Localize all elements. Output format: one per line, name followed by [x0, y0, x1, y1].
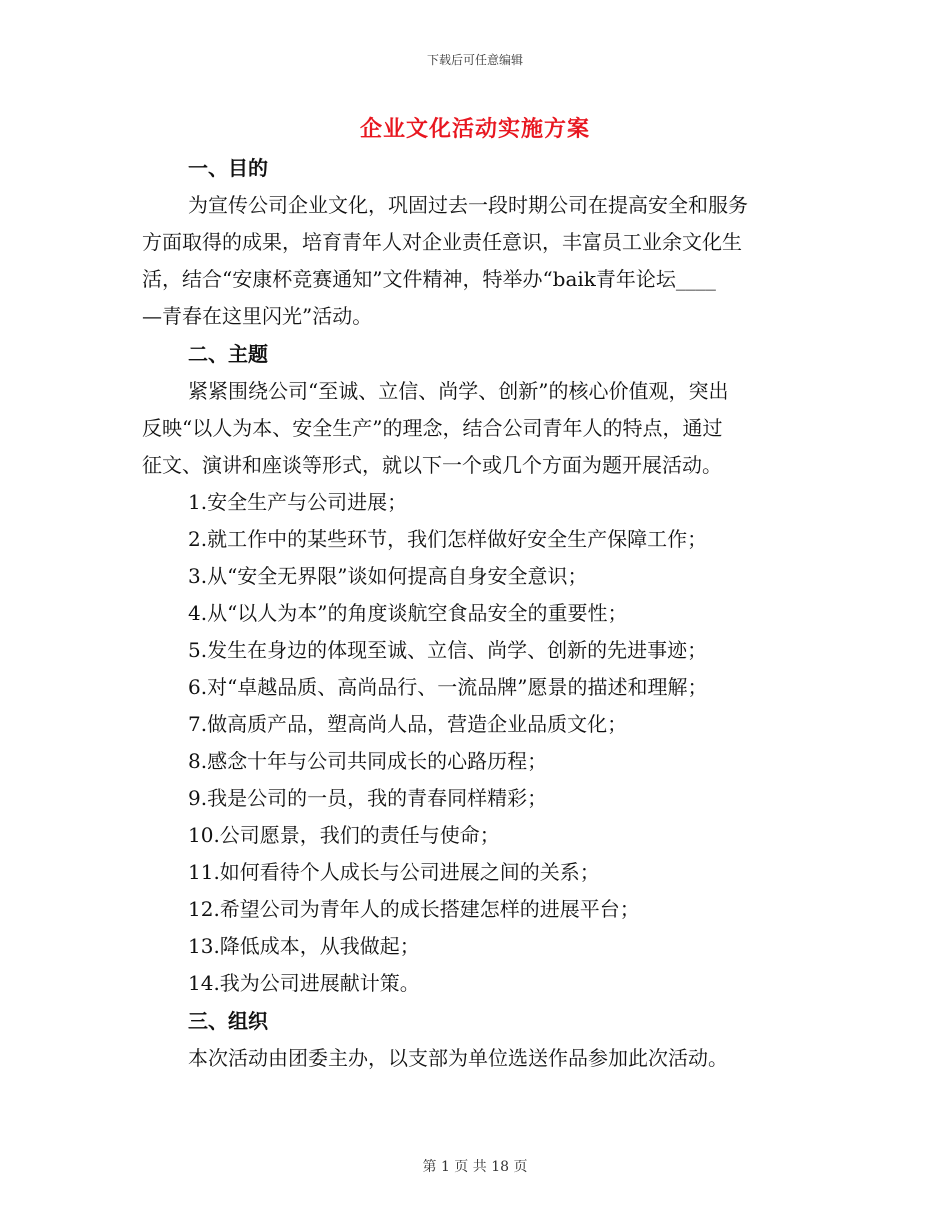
paragraph-line: 活，结合“安康杯竞赛通知”文件精神，特举办“baik青年论坛____ — [142, 267, 716, 291]
paragraph-line: 征文、演讲和座谈等形式，就以下一个或几个方面为题开展活动。 — [142, 453, 722, 477]
paragraph-line: —青春在这里闪光”活动。 — [142, 304, 373, 328]
list-item: 2.就工作中的某些环节，我们怎样做好安全生产保障工作； — [188, 527, 708, 551]
list-item: 1.安全生产与公司进展； — [188, 490, 408, 514]
list-item: 6.对“卓越品质、高尚品行、一流品牌”愿景的描述和理解； — [188, 675, 708, 699]
list-item: 7.做高质产品，塑高尚人品，营造企业品质文化； — [188, 712, 628, 736]
list-item: 14.我为公司进展献计策。 — [188, 971, 420, 995]
list-item: 12.希望公司为青年人的成长搭建怎样的进展平台； — [188, 897, 640, 921]
list-item: 11.如何看待个人成长与公司进展之间的关系； — [188, 860, 600, 884]
section-heading-purpose: 一、目的 — [188, 156, 268, 180]
list-item: 5.发生在身边的体现至诚、立信、尚学、创新的先进事迹； — [188, 638, 708, 662]
list-item: 10.公司愿景，我们的责任与使命； — [188, 823, 500, 847]
section-heading-theme: 二、主题 — [188, 342, 268, 366]
paragraph-line: 本次活动由团委主办，以支部为单位选送作品参加此次活动。 — [188, 1046, 728, 1070]
paragraph-line: 紧紧围绕公司“至诚、立信、尚学、创新”的核心价值观，突出 — [188, 379, 729, 403]
list-item: 3.从“安全无界限”谈如何提高自身安全意识； — [188, 564, 588, 588]
paragraph-line: 反映“以人为本、安全生产”的理念，结合公司青年人的特点，通过 — [142, 416, 723, 440]
list-item: 9.我是公司的一员，我的青春同样精彩； — [188, 786, 548, 810]
list-item: 13.降低成本，从我做起； — [188, 934, 420, 958]
list-item: 4.从“以人为本”的角度谈航空食品安全的重要性； — [188, 601, 628, 625]
paragraph-line: 方面取得的成果，培育青年人对企业责任意识，丰富员工业余文化生 — [142, 230, 742, 254]
page-header: 下载后可任意编辑 — [426, 53, 523, 67]
section-heading-organization: 三、组织 — [188, 1009, 268, 1033]
list-item: 8.感念十年与公司共同成长的心路历程； — [188, 749, 548, 773]
page-number-footer: 第 1 页 共 18 页 — [422, 1159, 528, 1175]
paragraph-line: 为宣传公司企业文化，巩固过去一段时期公司在提高安全和服务 — [188, 193, 748, 217]
document-title: 企业文化活动实施方案 — [359, 116, 590, 142]
